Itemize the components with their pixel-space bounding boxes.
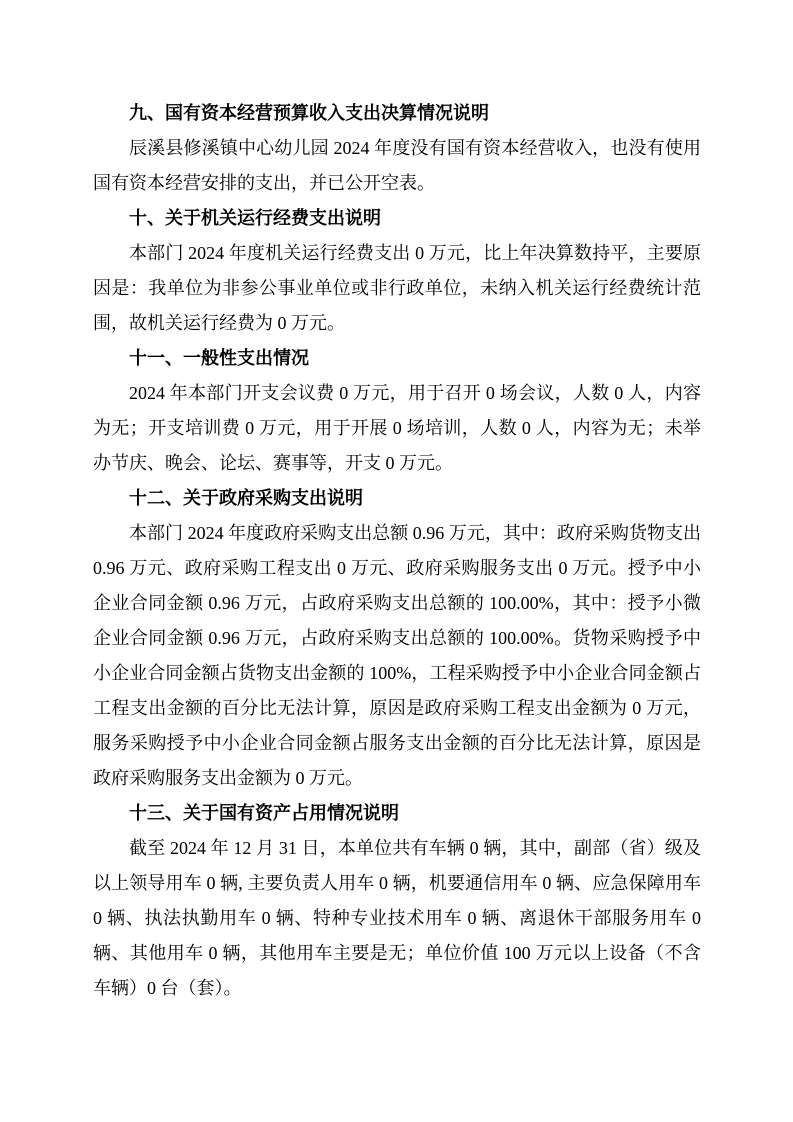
section-government-procurement	[93, 481, 701, 796]
section-paragraph: 本部门 2024 年度机关运行经费支出 0 万元，比上年决算数持平，主要原因是：我单位为非参公事业单位或非行政单位，未纳入机关运行经费统计范围，故机关运行经费为 0 万元。	[93, 243, 701, 333]
section-heading: 十一、一般性支出情况	[129, 348, 309, 368]
section-paragraph: 本部门 2024 年度政府采购支出总额 0.96 万元，其中：政府采购货物支出 0.96 万元、政府采购工程支出 0 万元、政府采购服务支出 0 万元。授予中小企业合同金额 0.96 万元，占政府采购支出总额的 100.00%，其中：授予小微企业合同金额 0.96 万元，占政府采购支出总额的 100.00%。货物采购授予中小企业合同金额占货物支出金额的 100%，工程采购授予中小企业合同金额占工程支出金额的百分比无法计算，原因是政府采购工程支出金额为 0 万元，服务采购授予中小企业合同金额占服务支出金额的百分比无法计算，原因是政府采购服务支出金额为 0 万元。	[93, 523, 701, 788]
section-paragraph: 2024 年本部门开支会议费 0 万元，用于召开 0 场会议，人数 0 人，内容为无；开支培训费 0 万元，用于开展 0 场培训，人数 0 人，内容为无；未举办节庆、晚会、论坛、赛事等，开支 0 万元。	[93, 383, 701, 473]
section-heading: 十三、关于国有资产占用情况说明	[129, 803, 399, 823]
section-paragraph: 辰溪县修溪镇中心幼儿园 2024 年度没有国有资本经营收入，也没有使用国有资本经营安排的支出，并已公开空表。	[93, 138, 701, 193]
section-heading: 九、国有资本经营预算收入支出决算情况说明	[129, 103, 489, 123]
section-general-expenditures	[93, 341, 701, 481]
section-agency-operating-expenses	[93, 201, 701, 341]
section-heading: 十、关于机关运行经费支出说明	[129, 208, 381, 228]
section-state-owned-assets	[93, 796, 701, 1006]
section-state-capital-budget	[93, 96, 701, 201]
section-paragraph: 截至 2024 年 12 月 31 日，本单位共有车辆 0 辆，其中，副部（省）级及以上领导用车 0 辆, 主要负责人用车 0 辆，机要通信用车 0 辆、应急保障用车 0 辆、执法执勤用车 0 辆、特种专业技术用车 0 辆、离退休干部服务用车 0 辆、其他用车 0 辆，其他用车主要是无；单位价值 100 万元以上设备（不含车辆）0 台（套）。	[93, 838, 701, 998]
section-heading: 十二、关于政府采购支出说明	[129, 488, 363, 508]
